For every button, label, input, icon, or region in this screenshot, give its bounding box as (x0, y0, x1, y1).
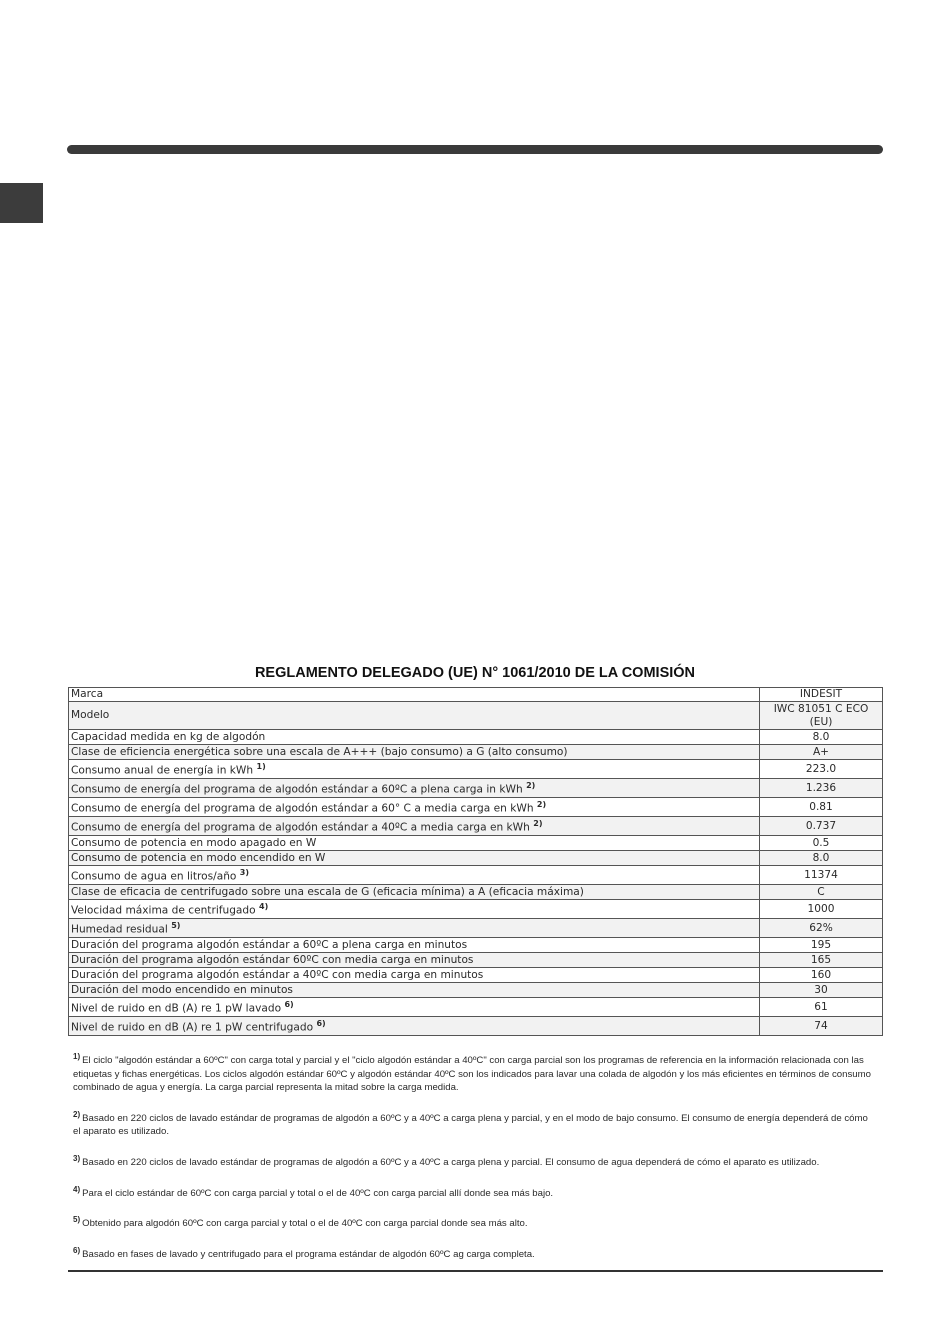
row-label-cell (69, 998, 760, 1017)
table-row (69, 866, 883, 885)
language-tab-marker (0, 183, 43, 223)
row-value: 0.737 (760, 817, 883, 836)
row-label: Consumo de potencia en modo apagado en W (71, 836, 317, 849)
row-label: Capacidad medida en kg de algodón (71, 730, 266, 743)
footnote-ref: 6) (316, 1019, 326, 1029)
footnote-text: Basado en fases de lavado y centrifugado para el programa estándar de algodón 60ºC ag carga completa. (82, 1249, 535, 1261)
row-value: 62% (760, 919, 883, 938)
row-value: 11374 (760, 866, 883, 885)
table-row (69, 760, 883, 779)
row-value: 165 (760, 953, 883, 968)
row-label: Clase de eficacia de centrifugado sobre una escala de G (eficacia mínima) a A (eficacia máxima) (71, 885, 584, 898)
header-rule (67, 145, 883, 154)
document-title: REGLAMENTO DELEGADO (UE) N° 1061/2010 DE LA COMISIÓN (254, 665, 696, 681)
row-label-cell (69, 836, 760, 851)
footnote-mark: 1) (73, 1052, 81, 1061)
row-value: 195 (760, 938, 883, 953)
footnote-mark: 3) (73, 1153, 81, 1163)
row-label: Consumo de energía del programa de algodón estándar a 60ºC a plena carga in kWh (71, 783, 523, 796)
row-label: Duración del modo encendido en minutos (71, 983, 293, 996)
row-label: Duración del programa algodón estándar a 40ºC con media carga en minutos (71, 968, 484, 981)
row-label-cell (69, 817, 760, 836)
row-label: Consumo de agua en litros/año (71, 870, 237, 883)
row-label: Consumo de energía del programa de algodón estándar a 40ºC a media carga en kWh (71, 821, 530, 834)
footer-rule (68, 1270, 883, 1272)
footnote-text: Basado en 220 ciclos de lavado estándar de programas de algodón a 60ºC y a 40ºC a carga plena y parcial. El consumo de agua dependerá de cómo el aparato es utilizado. (82, 1157, 820, 1169)
row-label: Consumo de energía del programa de algodón estándar a 60° C a media carga en kWh (71, 802, 534, 815)
row-value: 74 (760, 1017, 883, 1036)
table-row (69, 779, 883, 798)
row-label-cell (69, 688, 760, 702)
row-value: INDESIT (760, 688, 883, 702)
row-value: IWC 81051 C ECO (EU) (760, 702, 883, 730)
table-row (69, 836, 883, 851)
row-label-cell (69, 866, 760, 885)
footnote-ref: 2) (533, 819, 543, 829)
row-value: 0.5 (760, 836, 883, 851)
footnote-ref: 2) (526, 781, 536, 791)
row-label-cell (69, 730, 760, 745)
row-label-cell (69, 779, 760, 798)
table-row (69, 938, 883, 953)
table-row (69, 1017, 883, 1036)
footnote-mark: 5) (73, 1215, 81, 1225)
row-label: Marca (71, 688, 104, 700)
footnote (73, 1183, 873, 1201)
row-label-cell (69, 1017, 760, 1036)
footnote-text: Basado en 220 ciclos de lavado estándar de programas de algodón a 60ºC y a 40ºC a carga plena y parcial, y en el modo de bajo consumo. El consumo de energía dependerá de cómo el aparato es utilizado. (73, 1112, 868, 1138)
row-label: Nivel de ruido en dB (A) re 1 pW lavado (71, 1002, 282, 1015)
row-value: 61 (760, 998, 883, 1017)
row-label: Duración del programa algodón estándar 60ºC con media carga en minutos (71, 953, 474, 966)
row-label: Humedad residual (71, 923, 168, 936)
row-value: 1.236 (760, 779, 883, 798)
footnote (73, 1152, 873, 1170)
row-label-cell (69, 919, 760, 938)
row-value: C (760, 885, 883, 900)
footnote-ref: 4) (259, 902, 269, 912)
row-label-cell (69, 798, 760, 817)
row-value: 8.0 (760, 851, 883, 866)
footnote-text: Para el ciclo estándar de 60ºC con carga parcial y total o el de 40ºC con carga parcial allí donde sea más bajo. (82, 1187, 554, 1199)
row-value: A+ (760, 745, 883, 760)
row-value: 1000 (760, 900, 883, 919)
footnote (73, 1244, 873, 1262)
row-value: 0.81 (760, 798, 883, 817)
table-row (69, 953, 883, 968)
row-label: Consumo de potencia en modo encendido en W (71, 851, 326, 864)
footnotes (73, 1050, 873, 1275)
row-value: 30 (760, 983, 883, 998)
row-label-cell (69, 953, 760, 968)
footnote (73, 1108, 873, 1139)
row-label-cell (69, 900, 760, 919)
footnote-ref: 2) (536, 800, 547, 810)
table-row (69, 919, 883, 938)
row-label: Modelo (71, 709, 110, 721)
table-row (69, 885, 883, 900)
table-row (69, 745, 883, 760)
row-label-cell (69, 760, 760, 779)
table-row (69, 968, 883, 983)
row-label-cell (69, 702, 760, 730)
footnote (73, 1050, 873, 1095)
row-label: Consumo anual de energía in kWh (71, 764, 254, 777)
footnote-mark: 2) (73, 1109, 81, 1119)
footnote-text: El ciclo "algodón estándar a 60ºC" con carga total y parcial y el "ciclo algodón estándar a 40ºC" con carga parcial son los programas de referencia en la información relacionada con las etiquetas y fichas energéticas. Los ciclos algodón estándar 60ºC y algodón estándar 40ºC son los indicados para lavar una colada de algodón y los más eficientes en términos de consumo combinado de agua y energía. La carga parcial representa la mitad sobre la carga medida. (73, 1055, 871, 1094)
row-value: 8.0 (760, 730, 883, 745)
table-row (69, 817, 883, 836)
row-label-cell (69, 983, 760, 998)
row-label-cell (69, 851, 760, 866)
footnote (73, 1213, 873, 1231)
row-label-cell (69, 885, 760, 900)
footnote-ref: 3) (239, 868, 250, 878)
row-label: Clase de eficiencia energética sobre una escala de A+++ (bajo consumo) a G (alto consumo) (71, 745, 568, 758)
row-value: 160 (760, 968, 883, 983)
table-row (69, 900, 883, 919)
row-label: Duración del programa algodón estándar a 60ºC a plena carga en minutos (71, 938, 468, 951)
footnote-ref: 6) (284, 1000, 294, 1010)
table-row (69, 983, 883, 998)
row-label: Velocidad máxima de centrifugado (71, 904, 256, 917)
table-row (69, 702, 883, 730)
table-row (69, 851, 883, 866)
footnote-mark: 6) (73, 1245, 81, 1255)
spec-table (68, 687, 883, 1036)
row-value: 223.0 (760, 760, 883, 779)
row-label-cell (69, 745, 760, 760)
row-label-cell (69, 968, 760, 983)
footnote-text: Obtenido para algodón 60ºC con carga parcial y total o el de 40ºC con carga parcial donde sea más alto. (82, 1218, 528, 1230)
table-row (69, 688, 883, 702)
table-row (69, 798, 883, 817)
footnote-mark: 4) (73, 1184, 81, 1194)
table-row (69, 730, 883, 745)
row-label: Nivel de ruido en dB (A) re 1 pW centrifugado (71, 1021, 314, 1034)
footnote-ref: 5) (171, 921, 181, 931)
table-row (69, 998, 883, 1017)
row-label-cell (69, 938, 760, 953)
footnote-ref: 1) (256, 762, 266, 772)
